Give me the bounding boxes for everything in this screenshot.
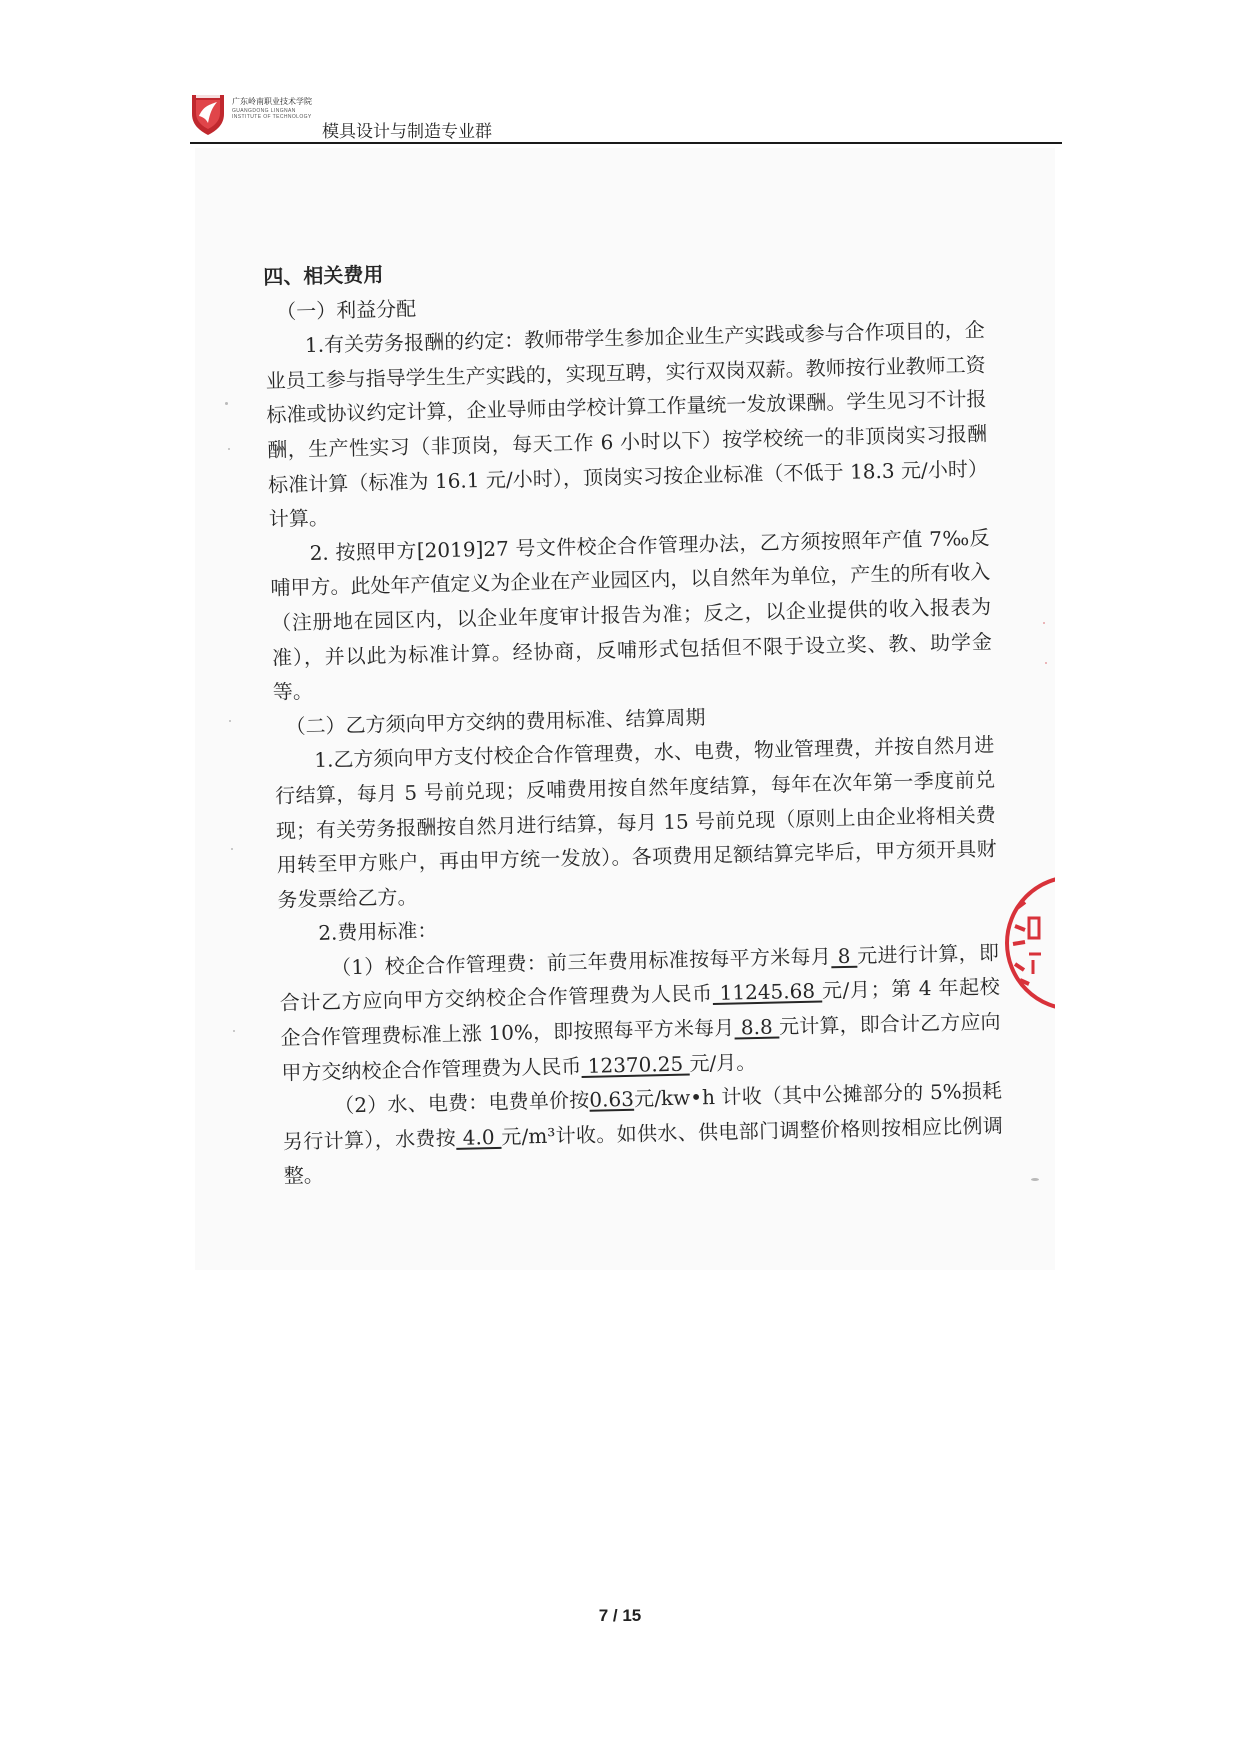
red-seal-stamp xyxy=(995,868,1055,1018)
fee-rate-value: 8 xyxy=(830,943,858,969)
subsection-title-1: （一）利益分配 xyxy=(275,296,417,324)
school-name-cn: 广东岭南职业技术学院 xyxy=(232,97,312,106)
paragraph-labor-pay: 1.有关劳务报酬的约定：教师带学生参加企业生产实践或参与合作项目的，企业员工参与指导学生生产实践的，实现互聘，实行双岗双薪。教师按行业教师工资标准或协议约定计算，企业导师由学校计算工作量统一发放课酬。学生见习不计报酬，生产性实习（非顶岗，每天工作 6 小时以下）按学校统一的非顶岗实习报酬标准计算（标准为 16.1 元/小时），顶岗实习按企业标准（不低于 18.3 元/小时）计算。 xyxy=(265,317,989,532)
header-divider xyxy=(190,142,1062,144)
electricity-price-value: 0.63 xyxy=(589,1087,635,1113)
document-body xyxy=(263,244,1004,1194)
school-name-en-line2: INSTITUTE OF TECHNOLOGY xyxy=(232,114,312,120)
paragraph-fee-standard: 2.费用标准： xyxy=(318,918,438,946)
section-title: 四、相关费用 xyxy=(263,262,384,289)
department-title: 模具设计与制造专业群 xyxy=(322,122,492,142)
paragraph-utility-fee: （2）水、电费：电费单价按0.63元/kw•h 计收（其中公摊部分的 5%损耗另行计算），水费按 4.0 元/m³计收。如供水、供电部门调整价格则按相应比例调整。 xyxy=(282,1078,1004,1189)
fee-total-new-value: 12370.25 xyxy=(581,1051,690,1078)
page-number: 7 / 15 xyxy=(598,1606,642,1625)
page-header xyxy=(190,86,1062,146)
school-logo-icon xyxy=(190,92,226,136)
scanned-page xyxy=(195,148,1055,1270)
paragraph-management-fee: （1）校企合作管理费：前三年费用标准按每平方米每月 8 元进行计算，即合计乙方应向甲方交纳校企合作管理费为人民币 11245.68 元/月；第 4 年起校企合作管理费标准上涨 10%，即按照每平方米每月 8.8 元计算，即合计乙方应向甲方交纳校企合作管理费为人民币 12370.25 元/月。 xyxy=(279,940,1001,1085)
paragraph-settlement: 1.乙方须向甲方支付校企合作管理费，水、电费，物业管理费，并按自然月进行结算，每月 5 号前兑现；反哺费用按自然年度结算，每年在次年第一季度前兑现；有关劳务报酬按自然月进行结算，每月 15 号前兑现（原则上由企业将相关费用转至甲方账户，再由甲方统一发放）。各项费用足额结算完毕后，甲方须开具财务发票给乙方。 xyxy=(274,732,997,912)
fee-total-value: 11245.68 xyxy=(712,978,823,1006)
subsection-title-2: （二）乙方须向甲方交纳的费用标准、结算周期 xyxy=(285,704,706,739)
school-name-en-line1: GUANGDONG LINGNAN xyxy=(232,108,296,114)
paragraph-feedback: 2. 按照甲方[2019]27 号文件校企合作管理办法，乙方须按照年产值 7‰反哺甲方。此处年产值定义为企业在产业园区内，以自然年为单位，产生的所有收入（注册地在园区内，以企业年度审计报告为准；反之，以企业提供的收入报表为准），并以此为标准计算。经协商，反哺形式包括但不限于设立奖、教、助学金等。 xyxy=(270,525,993,705)
fee-rate-new-value: 8.8 xyxy=(734,1014,780,1040)
water-price-value: 4.0 xyxy=(455,1124,502,1150)
